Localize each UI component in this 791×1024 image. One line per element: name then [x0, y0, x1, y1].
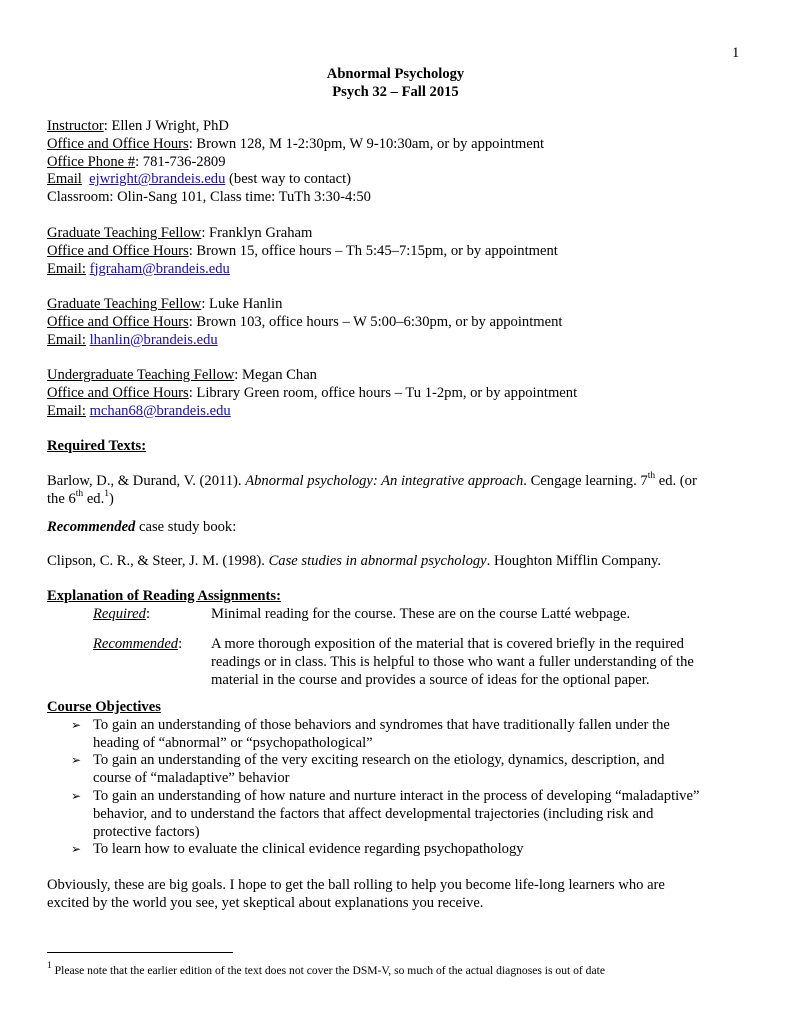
objective-line: behavior, and to understand the factors that affect developmental trajectories (including risk and: [93, 805, 654, 822]
instructor-name: : Ellen J Wright, PhD: [103, 118, 229, 134]
objective-item: [47, 841, 748, 859]
fellow-email-label: Email:: [47, 331, 86, 348]
textbook-citation: [47, 473, 747, 509]
fellow-email-link[interactable]: lhanlin@brandeis.edu: [89, 331, 218, 348]
objective-item: [47, 717, 748, 753]
instructor-office-hours: : Brown 128, M 1-2:30pm, W 9-10:30am, or by appointment: [188, 135, 545, 152]
fellow-section: [47, 296, 747, 349]
instructor-email-link[interactable]: ejwright@brandeis.edu: [89, 171, 226, 188]
arrow-bullet-icon: ➢: [71, 717, 82, 732]
classroom-info: Classroom: Olin-Sang 101, Class time: TuTh 3:30-4:50: [47, 189, 371, 206]
casebook-citation: [47, 553, 747, 571]
instructor-section: [47, 118, 747, 207]
objective-line: heading of “abnormal” or “psychopathological”: [93, 734, 373, 751]
fellow-section: [47, 367, 747, 420]
citation-title: Case studies in abnormal psychology: [268, 553, 487, 569]
recommended-reading-definition: [47, 636, 747, 689]
objective-line: protective factors): [93, 823, 200, 840]
reading-assignments-section: [47, 588, 747, 624]
objective-line: To gain an understanding of those behaviors and syndromes that have traditionally fallen under the: [93, 716, 670, 733]
required-texts-heading: Required Texts:: [47, 438, 147, 454]
recommended-rest: case study book:: [135, 519, 237, 535]
fellow-section: [47, 225, 747, 278]
fellow-email-link[interactable]: fjgraham@brandeis.edu: [89, 260, 230, 277]
footnote-mark: 1: [47, 961, 52, 972]
reading-assignments-heading: Explanation of Reading Assignments:: [47, 588, 281, 604]
page-number: 1: [732, 45, 740, 61]
fellow-office-label: Office and Office Hours: [47, 242, 189, 259]
objective-item: [47, 788, 748, 841]
course-objectives-section: [47, 699, 747, 859]
fellow-email-label: Email:: [47, 260, 86, 277]
fellow-office-label: Office and Office Hours: [47, 313, 189, 330]
fellow-email-link[interactable]: mchan68@brandeis.edu: [89, 402, 231, 419]
required-description: Minimal reading for the course. These are on the course Latté webpage.: [211, 605, 631, 622]
footnote-reference[interactable]: 1: [104, 488, 109, 499]
instructor-phone-label: Office Phone #: [47, 153, 136, 170]
recommended-label: Recommended: [47, 519, 136, 535]
superscript: th: [75, 488, 84, 499]
arrow-bullet-icon: ➢: [71, 753, 82, 768]
description-line: readings or in class. This is helpful to those who want a fuller understanding of the: [211, 653, 694, 670]
instructor-label: Instructor: [47, 118, 104, 134]
instructor-phone: : 781-736-2809: [135, 153, 226, 170]
citation-edition: ed. (or: [655, 473, 697, 489]
fellow-name: : Luke Hanlin: [201, 296, 283, 312]
recommended-section: [47, 519, 747, 537]
recommended-term: Recommended: [93, 636, 179, 652]
objective-line: To learn how to evaluate the clinical evidence regarding psychopathology: [93, 841, 524, 858]
fellow-office-hours: : Brown 103, office hours – W 5:00–6:30pm, or by appointment: [188, 313, 563, 330]
term-colon: :: [178, 636, 183, 652]
objective-line: To gain an understanding of the very exciting research on the etiology, dynamics, description, and: [93, 752, 665, 769]
fellow-name: : Franklyn Graham: [201, 225, 313, 241]
closing-paragraph: [47, 877, 747, 913]
citation-publisher: . Houghton Mifflin Company.: [486, 553, 661, 569]
citation-alt-edition-suffix: ed.: [83, 490, 105, 507]
fellow-office-hours: : Brown 15, office hours – Th 5:45–7:15pm, or by appointment: [188, 242, 558, 259]
citation-authors: Clipson, C. R., & Steer, J. M. (1998).: [47, 553, 269, 569]
citation-title: Abnormal psychology: An integrative approach: [245, 473, 524, 489]
closing-line: excited by the world you see, yet skeptical about explanations you receive.: [47, 894, 484, 911]
course-title: Abnormal Psychology: [326, 66, 465, 82]
fellow-role: Graduate Teaching Fellow: [47, 296, 202, 312]
fellow-office-label: Office and Office Hours: [47, 384, 189, 401]
recommended-description: [211, 636, 736, 689]
citation-alt-edition: the 6: [47, 490, 76, 507]
citation-authors: Barlow, D., & Durand, V. (2011).: [47, 473, 246, 489]
footnote-separator: [47, 952, 233, 953]
footnote: [47, 962, 605, 980]
citation-publisher: . Cengage learning. 7: [523, 473, 648, 489]
superscript: th: [647, 471, 656, 482]
document-title: [0, 66, 791, 102]
course-objectives-heading: Course Objectives: [47, 699, 161, 715]
closing-line: Obviously, these are big goals. I hope to get the ball rolling to help you become life-long learners who are: [47, 877, 665, 893]
arrow-bullet-icon: ➢: [71, 842, 82, 857]
fellow-name: : Megan Chan: [234, 367, 317, 383]
instructor-office-label: Office and Office Hours: [47, 135, 189, 152]
description-line: material in the course and provides a source of ideas for the optional paper.: [211, 671, 650, 688]
required-term: Required: [93, 605, 146, 622]
instructor-email-label: Email: [47, 171, 82, 188]
term-colon: :: [145, 605, 151, 622]
description-line: A more thorough exposition of the material that is covered briefly in the required: [211, 636, 684, 652]
arrow-bullet-icon: ➢: [71, 788, 82, 803]
objective-line: course of “maladaptive” behavior: [93, 770, 290, 787]
closing-paren: ): [109, 490, 114, 507]
fellow-office-hours: : Library Green room, office hours – Tu 1-2pm, or by appointment: [188, 384, 578, 401]
fellow-role: Undergraduate Teaching Fellow: [47, 367, 235, 383]
footnote-text: Please note that the earlier edition of the text does not cover the DSM-V, so much of the actual diagnoses is out of date: [51, 964, 605, 977]
fellow-email-label: Email:: [47, 402, 86, 419]
required-texts-section: [47, 438, 747, 456]
course-term: Psych 32 – Fall 2015: [332, 84, 459, 100]
objective-line: To gain an understanding of how nature and nurture interact in the process of developing “maladaptive”: [93, 787, 700, 804]
fellow-role: Graduate Teaching Fellow: [47, 225, 202, 241]
instructor-email-note: (best way to contact): [225, 171, 352, 188]
objective-item: [47, 752, 748, 788]
